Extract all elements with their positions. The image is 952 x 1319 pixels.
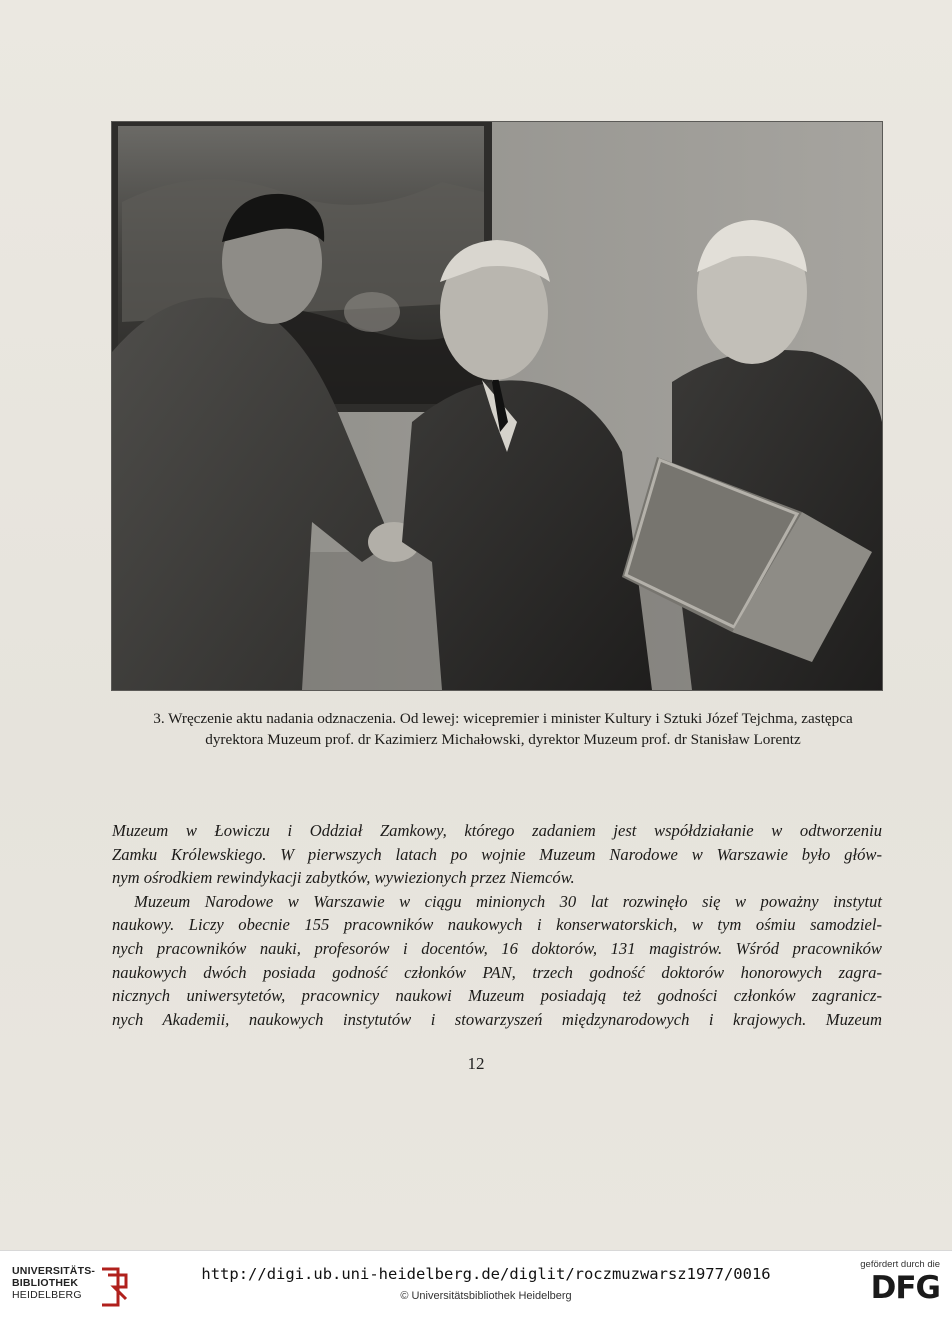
caption-line: dyrektora Muzeum prof. dr Kazimierz Michałowski, dyrektor Muzeum prof. dr Stanisław Lorentz [205,731,801,748]
photo-caption [108,708,898,750]
text-line: nicznych uniwersytetów, pracownicy naukowi Muzeum posiadają też godności członków zagranicz- [112,986,882,1006]
footer-bar [0,1250,952,1319]
text-line: Muzeum Narodowe w Warszawie w ciągu minionych 30 lat rozwinęło się w poważny instytut [134,891,882,911]
photograph [112,122,882,690]
text-line: nym ośrodkiem rewindykacji zabytków, wywiezionych przez Niemców. [112,868,575,888]
library-name-line: UNIVERSITÄTS- [12,1265,96,1277]
text-line: naukowych dwóch posiada godność członków PAN, trzech godność doktorów honorowych zagra- [112,962,882,982]
text-line: nych pracowników nauki, profesorów i docentów, 16 doktorów, 131 magistrów. Wśród pracowników [112,938,882,958]
document-url-link[interactable]: http://digi.ub.uni-heidelberg.de/diglit/roczmuzwarsz1977/0016 [201,1265,771,1283]
library-name-line: BIBLIOTHEK [12,1277,79,1289]
library-name-line: HEIDELBERG [12,1289,82,1301]
dfg-note: gefördert durch die [860,1259,940,1270]
text-line: naukowy. Liczy obecnie 155 pracowników naukowych i konserwatorskich, w tym ośmiu samodziel- [112,915,882,935]
text-line: nych Akademii, naukowych instytutów i stowarzyszeń międzynarodowych i krajowych. Muzeum [112,1009,882,1029]
caption-line: 3. Wręczenie aktu nadania odznaczenia. Od lewej: wicepremier i minister Kultury i Sztuki Józef Tejchma, zastępca [153,710,853,727]
page-number: 12 [467,1054,485,1073]
dfg-logo: DFG [870,1270,940,1306]
text-line: Zamku Królewskiego. W pierwszych latach po wojnie Muzeum Narodowe w Warszawie było głów- [112,844,882,864]
dfg-sponsor[interactable] [840,1259,940,1304]
copyright-notice: © Universitätsbibliothek Heidelberg [400,1290,572,1302]
body-paragraphs [112,819,882,1031]
text-line: Muzeum w Łowiczu i Oddział Zamkowy, którego zadaniem jest współdziałanie w odtworzeniu [112,821,882,840]
